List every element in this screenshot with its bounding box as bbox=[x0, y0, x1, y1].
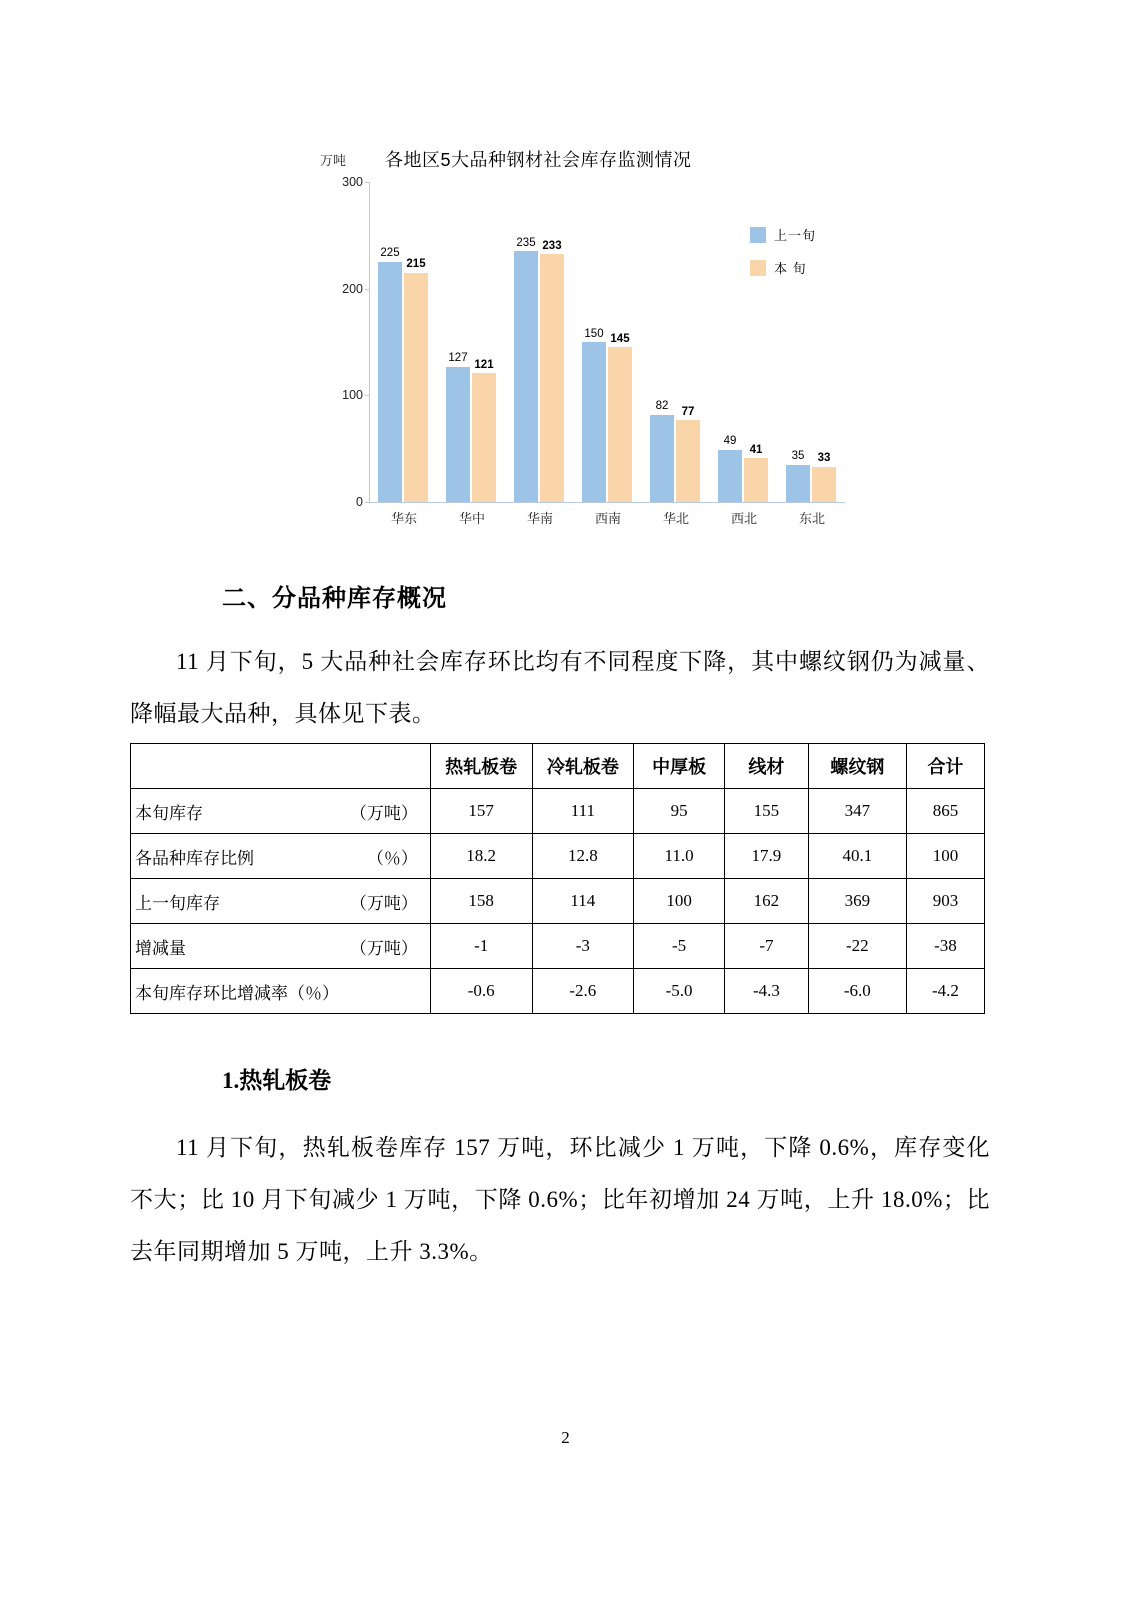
table-cell: 903 bbox=[906, 879, 984, 924]
paragraph-intro: 11 月下旬，5 大品种社会库存环比均有不同程度下降，其中螺纹钢仍为减量、降幅最大品种，具体见下表。 bbox=[130, 649, 990, 726]
sub-heading: 1.热轧板卷 bbox=[222, 1068, 332, 1093]
table-cell: 369 bbox=[808, 879, 906, 924]
table-row-unit: （万吨） bbox=[349, 803, 418, 823]
bar-value-prev: 225 bbox=[380, 247, 400, 259]
bar-current bbox=[540, 254, 564, 503]
table-cell: 18.2 bbox=[430, 834, 532, 879]
y-tick-label: 200 bbox=[342, 281, 363, 296]
table-cell: 100 bbox=[634, 879, 725, 924]
table-row bbox=[131, 969, 985, 1014]
table-cell: 155 bbox=[725, 789, 809, 834]
table-row-label: 上一旬库存 bbox=[135, 893, 220, 913]
x-tick-label: 华北 bbox=[662, 511, 689, 526]
bar-prev bbox=[514, 251, 538, 502]
table-cell: -38 bbox=[906, 924, 984, 969]
table-cell: -7 bbox=[725, 924, 809, 969]
table-row-header bbox=[131, 879, 431, 924]
x-tick-label: 西南 bbox=[594, 511, 621, 526]
bar-value-current: 215 bbox=[406, 258, 426, 270]
inventory-bar-chart bbox=[300, 140, 860, 540]
x-tick-label: 华中 bbox=[458, 511, 485, 526]
table-cell: -1 bbox=[430, 924, 532, 969]
table-cell: 162 bbox=[725, 879, 809, 924]
bar-current bbox=[404, 273, 428, 502]
table-col-header: 螺纹钢 bbox=[808, 744, 906, 789]
table-row-label: 增减量 bbox=[135, 938, 186, 958]
x-tick-label: 西北 bbox=[730, 511, 757, 526]
bar-value-current: 121 bbox=[474, 359, 494, 371]
bar-current bbox=[608, 347, 632, 502]
bar-prev bbox=[650, 415, 674, 503]
legend-swatch-icon bbox=[750, 260, 766, 276]
table-cell: -6.0 bbox=[808, 969, 906, 1014]
table-cell: 40.1 bbox=[808, 834, 906, 879]
table-cell: -4.2 bbox=[906, 969, 984, 1014]
y-tick-label: 0 bbox=[356, 495, 363, 509]
table-cell: 95 bbox=[634, 789, 725, 834]
table-cell: 11.0 bbox=[634, 834, 725, 879]
bar-group bbox=[642, 182, 710, 526]
bar-group bbox=[438, 182, 506, 526]
table-row-header bbox=[131, 789, 431, 834]
x-axis-line bbox=[369, 502, 845, 503]
legend-item-current bbox=[750, 258, 816, 277]
y-tick-label: 100 bbox=[342, 388, 363, 403]
section-heading: 二、分品种库存概况 bbox=[222, 586, 447, 612]
bar-current bbox=[676, 420, 700, 502]
table-row bbox=[131, 834, 985, 879]
legend-swatch-icon bbox=[750, 227, 766, 243]
table-row bbox=[131, 789, 985, 834]
table-row-unit: （％） bbox=[366, 848, 418, 868]
bar-value-prev: 127 bbox=[448, 352, 468, 364]
bar-current bbox=[472, 373, 496, 502]
table-cell: 347 bbox=[808, 789, 906, 834]
table-row-label: 本旬库存 bbox=[135, 803, 203, 823]
page-number: 2 bbox=[561, 1428, 570, 1447]
table-cell: -5.0 bbox=[634, 969, 725, 1014]
y-tick-label: 300 bbox=[342, 175, 363, 189]
bar-group bbox=[370, 182, 438, 526]
table-cell: 111 bbox=[532, 789, 634, 834]
table-row-unit: （万吨） bbox=[349, 938, 418, 958]
bar-prev bbox=[718, 450, 742, 502]
table-row-unit: （万吨） bbox=[349, 893, 418, 913]
bar-value-prev: 150 bbox=[584, 328, 604, 340]
table-cell: -22 bbox=[808, 924, 906, 969]
table-col-header: 冷轧板卷 bbox=[532, 744, 634, 789]
table-cell: 12.8 bbox=[532, 834, 634, 879]
x-tick-label: 华南 bbox=[526, 511, 553, 526]
chart-title: 各地区5大品种钢材社会库存监测情况 bbox=[385, 150, 692, 170]
legend-label: 本 旬 bbox=[774, 261, 807, 276]
table-row-header bbox=[131, 969, 431, 1014]
table-row-label: 各品种库存比例 bbox=[135, 848, 254, 868]
x-tick-label: 华东 bbox=[390, 511, 417, 526]
bar-group bbox=[574, 182, 642, 526]
table-row bbox=[131, 924, 985, 969]
table-row bbox=[131, 879, 985, 924]
y-tick-mark bbox=[365, 502, 370, 503]
table-cell: -0.6 bbox=[430, 969, 532, 1014]
table-cell: -5 bbox=[634, 924, 725, 969]
bar-value-prev: 82 bbox=[655, 400, 669, 412]
bar-value-prev: 35 bbox=[791, 450, 805, 462]
bar-prev bbox=[446, 367, 470, 503]
table-cell: 17.9 bbox=[725, 834, 809, 879]
bar-prev bbox=[786, 465, 810, 502]
bar-value-current: 41 bbox=[749, 444, 763, 456]
paragraph-hot-rolled: 11 月下旬，热轧板卷库存 157 万吨，环比减少 1 万吨，下降 0.6%，库存变化不大；比 10 月下旬减少 1 万吨，下降 0.6%；比年初增加 24 万吨，上升 18.0%；比去年同期增加 5 万吨，上升 3.3%。 bbox=[130, 1135, 990, 1264]
inventory-table bbox=[130, 743, 985, 1014]
bar-group bbox=[506, 182, 574, 526]
bar-current bbox=[744, 458, 768, 502]
table-cell: 114 bbox=[532, 879, 634, 924]
bar-prev bbox=[378, 262, 402, 502]
table-col-header bbox=[131, 744, 431, 789]
table-cell: 157 bbox=[430, 789, 532, 834]
bar-value-current: 145 bbox=[610, 333, 630, 345]
x-tick-label: 东北 bbox=[798, 511, 825, 526]
table-col-header: 线材 bbox=[725, 744, 809, 789]
table-row-label: 本旬库存环比增减率（％） bbox=[135, 983, 339, 1003]
bar-value-prev: 49 bbox=[723, 435, 737, 447]
bar-prev bbox=[582, 342, 606, 502]
table-cell: 100 bbox=[906, 834, 984, 879]
table-cell: 865 bbox=[906, 789, 984, 834]
table-col-header: 热轧板卷 bbox=[430, 744, 532, 789]
table-cell: 158 bbox=[430, 879, 532, 924]
table-cell: -3 bbox=[532, 924, 634, 969]
table-col-header: 合计 bbox=[906, 744, 984, 789]
chart-unit-label: 万吨 bbox=[320, 153, 347, 168]
bar-value-current: 33 bbox=[817, 452, 831, 464]
legend-label: 上一旬 bbox=[774, 228, 817, 243]
bar-value-current: 233 bbox=[542, 240, 562, 252]
bar-value-current: 77 bbox=[681, 406, 695, 418]
table-cell: -2.6 bbox=[532, 969, 634, 1014]
bar-value-prev: 235 bbox=[516, 237, 536, 249]
table-header-row bbox=[131, 744, 985, 789]
table-row-header bbox=[131, 924, 431, 969]
table-cell: -4.3 bbox=[725, 969, 809, 1014]
chart-legend bbox=[750, 225, 816, 291]
table-row-header bbox=[131, 834, 431, 879]
bar-current bbox=[812, 467, 836, 502]
table-col-header: 中厚板 bbox=[634, 744, 725, 789]
legend-item-prev bbox=[750, 225, 816, 244]
